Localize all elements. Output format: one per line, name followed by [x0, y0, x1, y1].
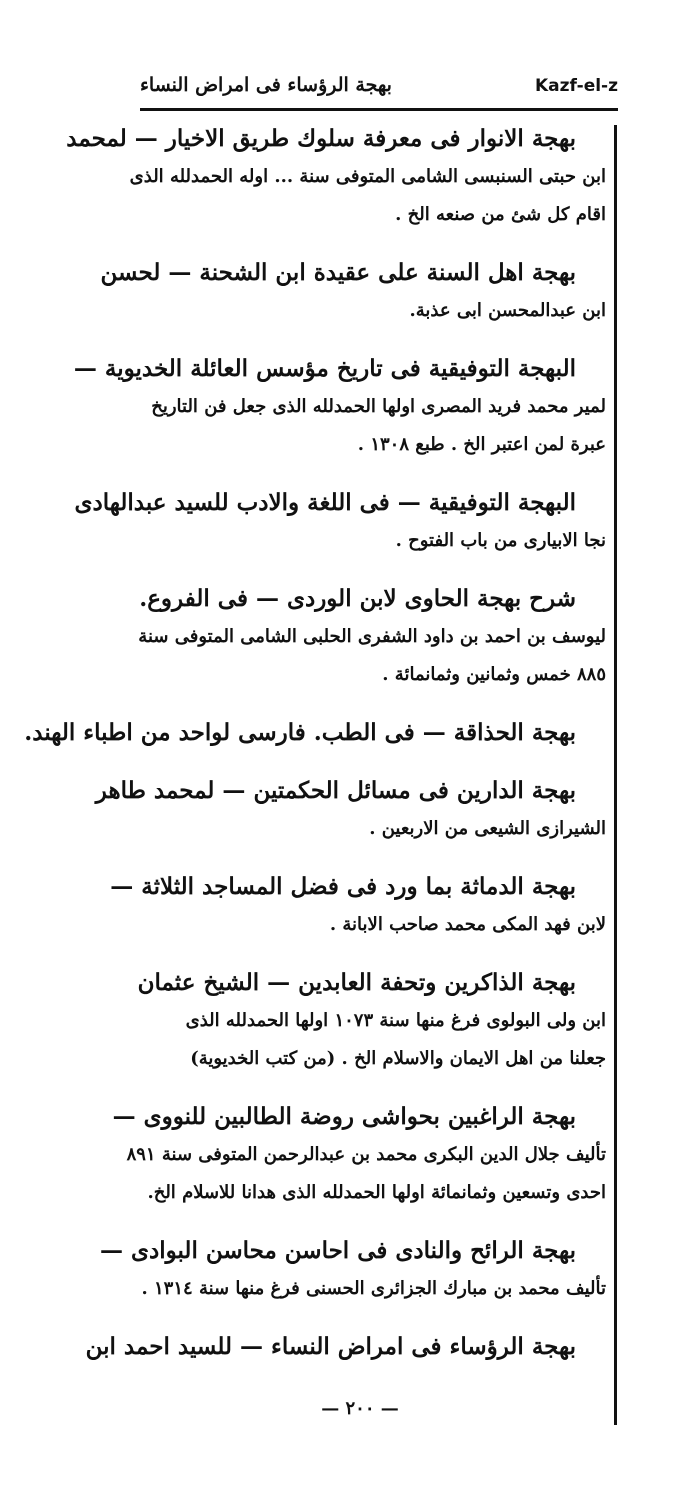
- entry-gap: [134, 1308, 606, 1328]
- entry: [74, 484, 606, 560]
- entry-line: لابن فهد المكى محمد صاحب الابانة .: [329, 914, 606, 935]
- entry-line: ٨٨٥ خمس وثمانين وثمانمائة .: [382, 664, 606, 685]
- entry-gap: [134, 464, 606, 484]
- entry: [100, 254, 606, 330]
- page-number: — ٢٠٠ —: [321, 1398, 399, 1419]
- entry-gap: [134, 234, 606, 254]
- entry-gap: [134, 944, 606, 964]
- entry-line: ابن حبتى السنبسى الشامى المتوفى سنة ... اوله الحمدلله الذى: [129, 166, 606, 187]
- entry-line: ابن ولى البولوى فرغ منها سنة ١٠٧٣ اولها الحمدلله الذى: [185, 1010, 606, 1031]
- entry-gap: [134, 560, 606, 580]
- entry-gap: [134, 752, 606, 772]
- entry-line: ابن عبدالمحسن ابى عذبة.: [409, 300, 606, 321]
- entry-heading: بهجة الانوار فى معرفة سلوك طريق الاخيار — لمحمد: [66, 125, 576, 152]
- entry-gap: [134, 1078, 606, 1098]
- entry: [110, 868, 606, 944]
- entry-line: نجا الابيارى من باب الفتوح .: [395, 530, 606, 551]
- running-head: Kazf-el-z: [535, 76, 618, 96]
- entry-gap: [134, 1212, 606, 1232]
- entry: [134, 964, 606, 1078]
- entry-line: اقام كل شئ من صنعه الخ .: [395, 204, 606, 225]
- entry-heading: بهجة الحذاقة — فى الطب. فارسى لواحد من اطباء الهند.: [24, 719, 576, 746]
- entry-line: احدى وتسعين وثمانمائة اولها الحمدلله الذى هدانا للاسلام الخ.: [147, 1182, 606, 1203]
- margin-rule: [614, 125, 617, 1425]
- entry-heading: بهجة اهل السنة على عقيدة ابن الشحنة — لحسن: [100, 259, 576, 286]
- page-header: [140, 74, 618, 111]
- entry: [66, 120, 606, 234]
- entries-column: [24, 120, 606, 1366]
- entry: [134, 580, 606, 694]
- entry-heading: البهجة التوفيقية فى تاريخ مؤسس العائلة الخديوية —: [73, 355, 576, 382]
- entry: [73, 350, 606, 464]
- entry: [95, 772, 606, 848]
- entry: [112, 1098, 606, 1212]
- entry-gap: [134, 694, 606, 714]
- entry-heading: بهجة الرائح والنادى فى احاسن محاسن البوادى —: [99, 1237, 576, 1264]
- entry-line: تأليف محمد بن مبارك الجزائرى الحسنى فرغ منها سنة ١٣١٤ .: [141, 1278, 606, 1299]
- entry-line: ليوسف بن احمد بن داود الشفرى الحلبى الشامى المتوفى سنة: [138, 626, 606, 647]
- entry-heading: شرح بهجة الحاوى لابن الوردى — فى الفروع.: [139, 585, 576, 612]
- entry: [99, 1232, 606, 1308]
- entry: [24, 714, 606, 752]
- entry-heading: البهجة التوفيقية — فى اللغة والادب للسيد عبدالهادى: [74, 489, 576, 516]
- entry: [85, 1328, 606, 1366]
- entry-heading: بهجة الذاكرين وتحفة العابدين — الشيخ عثمان: [137, 969, 576, 996]
- entry-line: الشيرازى الشيعى من الاربعين .: [369, 818, 606, 839]
- header-title: بهجة الرؤساء فى امراض النساء: [140, 74, 392, 96]
- entry-heading: بهجة الدارين فى مسائل الحكمتين — لمحمد طاهر: [95, 777, 576, 804]
- entry-line: جعلنا من اهل الايمان والاسلام الخ . (من كتب الخديوية): [190, 1048, 606, 1069]
- entry-gap: [134, 330, 606, 350]
- entry-heading: بهجة الدماثة بما ورد فى فضل المساجد الثلاثة —: [110, 873, 576, 900]
- entry-line: عبرة لمن اعتبر الخ . طبع ١٣٠٨ .: [357, 434, 606, 455]
- entry-gap: [134, 848, 606, 868]
- entry-heading: بهجة الرؤساء فى امراض النساء — للسيد احمد ابن: [85, 1333, 576, 1360]
- entry-line: تأليف جلال الدين البكرى محمد بن عبدالرحمن المتوفى سنة ٨٩١: [126, 1144, 606, 1165]
- entry-line: لمير محمد فريد المصرى اولها الحمدلله الذى جعل فن التاريخ: [151, 396, 606, 417]
- entry-heading: بهجة الراغبين بحواشى روضة الطالبين للنووى —: [112, 1103, 576, 1130]
